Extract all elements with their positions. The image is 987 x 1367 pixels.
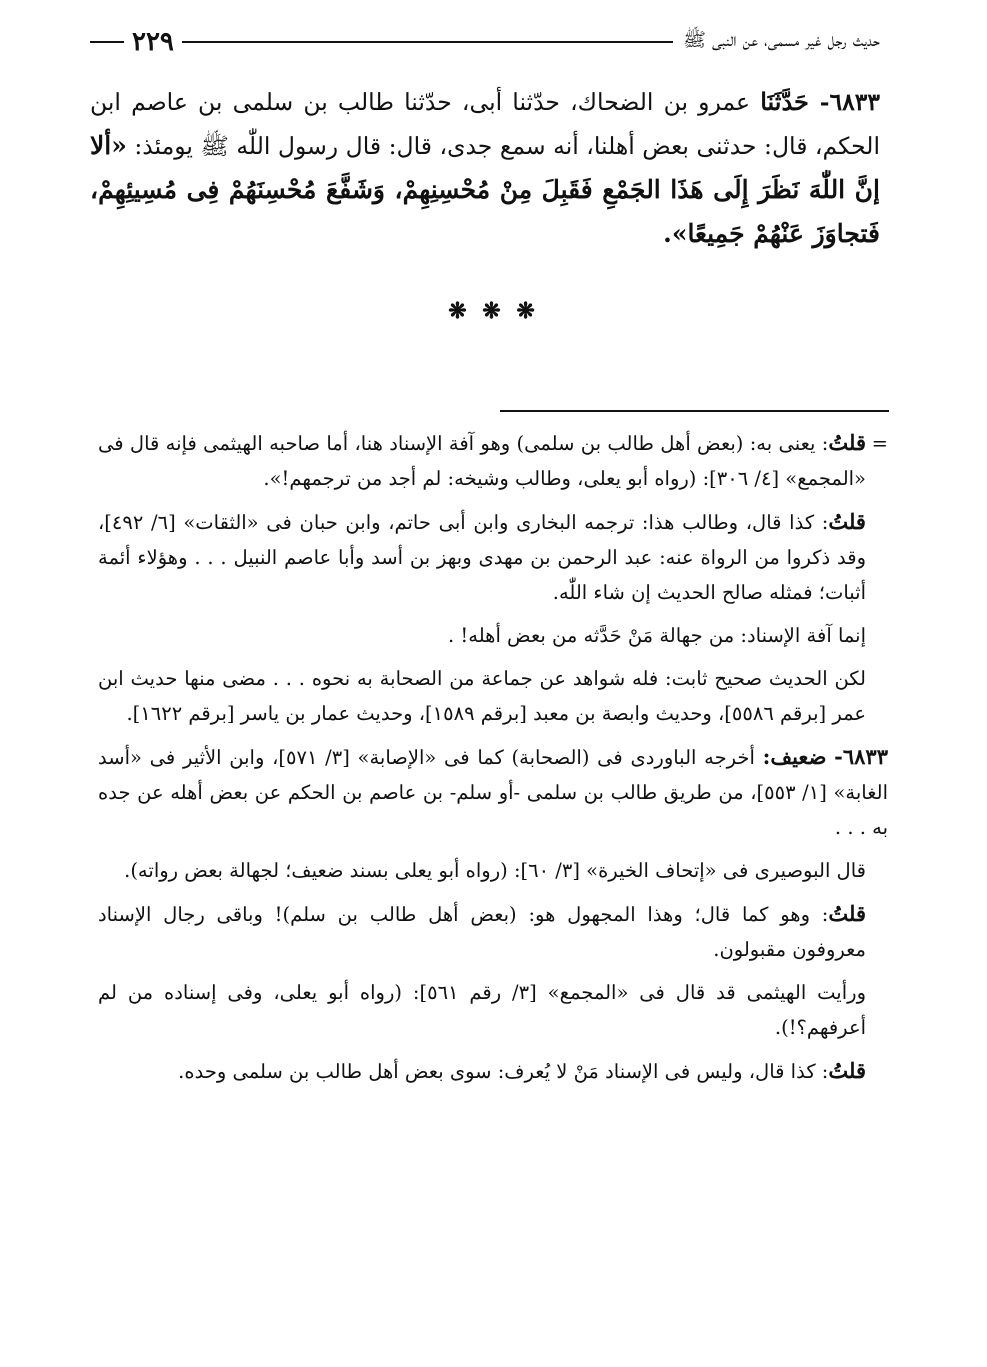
note-2 [98,504,888,610]
hadith-paragraph: ٦٨٣٣- حَدَّثَنَا عمرو بن الضحاك، حدّثنا أبى، حدّثنا طالب بن سلمى بن عاصم ابن الحكم، قال: حدثنى بعض أهلنا، أنه سمع جدى، قال: قال رسول اللّٰه ﷺ يومئذ: «ألا إنَّ اللّٰهَ نَظَرَ إِلَى هَذَا الجَمْعِ فَقَبِلَ مِنْ مُحْسِنِهِمْ، وَشَفَّعَ مُحْسِنَهُمْ فِى مُسِيئِهِمْ، فَتجاوَزَ عَنْهُمْ جَمِيعًا». [90,87,880,248]
hadith-text [90,80,880,256]
note-2-text: : كذا قال، وطالب هذا: ترجمه البخارى وابن أبى حاتم، وابن حبان فى «الثقات» [٦/ ٤٩٢]، وقد ذكروا من الرواة عنه: عبد الرحمن بن مهدى وبهز بن أسد وأبا عاصم النبيل . . . وهؤلاء أئمة أثبات؛ فمثله صالح الحديث إن شاء اللّٰه. [98,511,866,604]
note-1-text: : يعنى به: (بعض أهل طالب بن سلمى) وهو آفة الإسناد هنا، أما صاحبه الهيثمى فإنه قال فى «المجمع» [٤/ ٣٠٦]: (رواه أبو يعلى، وطالب وشيخه: لم أجد من ترجمهم!». [98,432,866,490]
note-6: قال البوصيرى فى «إتحاف الخيرة» [٣/ ٦٠]: (رواه أبو يعلى بسند ضعيف؛ لجهالة بعض رواته). [124,859,866,882]
note-5 [98,739,888,845]
section-separator: ❋ ❋ ❋ [448,298,539,324]
note-9 [98,1053,888,1089]
footnote-number: ٦٨٣٣- [834,744,888,769]
matn: «ألا إنَّ اللّٰهَ نَظَرَ إِلَى هَذَا الجَمْعِ فَقَبِلَ مِنْ مُحْسِنِهِمْ، وَشَفَّعَ مُحْسِنَهُمْ فِى مُسِيئِهِمْ، فَتجاوَزَ عَنْهُمْ جَمِيعًا». [90,131,880,248]
header-title: حديث رجل غير مسمى، عن النبى ﷺ [683,29,880,51]
note-4: لكن الحديث صحيح ثابت: فله شواهد عن جماعة من الصحابة به نحوه . . . مضى منها حديث ابن عمر [برقم ٥٥٨٦]، وحديث وابصة بن معبد [برقم ١٥٨٩]، وحديث عمار بن ياسر [برقم ١٦٢٢]. [98,667,866,725]
isnad: عمرو بن الضحاك، حدّثنا أبى، حدّثنا طالب بن سلمى بن عاصم ابن الحكم، قال: حدثنى بعض أهلنا، أنه سمع جدى، قال: قال رسول اللّٰه ﷺ يومئذ: [90,88,880,160]
note-7 [98,896,888,967]
haddathana: حَدَّثَنَا [760,87,809,116]
header-dash [90,41,124,43]
continuation-mark: = [871,432,888,455]
running-header [90,22,880,62]
qultu-label: قلتُ [828,430,866,455]
footnote-rule [500,410,889,412]
qultu-label: قلتُ [828,901,866,926]
qultu-label: قلتُ [828,509,866,534]
hadith-number: ٦٨٣٣ [829,88,880,116]
header-rule [182,41,673,43]
note-1 [98,425,888,496]
page-number: ٢٢٩ [132,27,174,57]
note-8: ورأيت الهيثمى قد قال فى «المجمع» [٣/ رقم ٥٦١]: (رواه أبو يعلى، وفى إسناده من لم أعرفهم؟!). [98,981,866,1039]
note-3: إنما آفة الإسناد: من جهالة مَنْ حَدَّثه من بعض أهله! . [448,624,866,647]
grade-label: ضعيف: [762,744,827,769]
note-7-text: : وهو كما قال؛ وهذا المجهول هو: (بعض أهل طالب بن سلم)! وباقى رجال الإسناد معروفون مقبولون. [98,903,866,961]
note-9-text: : كذا قال، وليس فى الإسناد مَنْ لا يُعرف: سوى بعض أهل طالب بن سلمى وحده. [178,1060,829,1083]
qultu-label: قلتُ [828,1058,866,1083]
note-5-text: أخرجه الباوردى فى (الصحابة) كما فى «الإصابة» [٣/ ٥٧١]، وابن الأثير فى «أسد الغابة» [١/ ٥٥٣]، من طريق طالب بن سلمى -أو سلم- بن عاصم بن الحكم عن بعض أهله عن جده به . . . [98,746,888,839]
footnotes [98,425,888,1097]
